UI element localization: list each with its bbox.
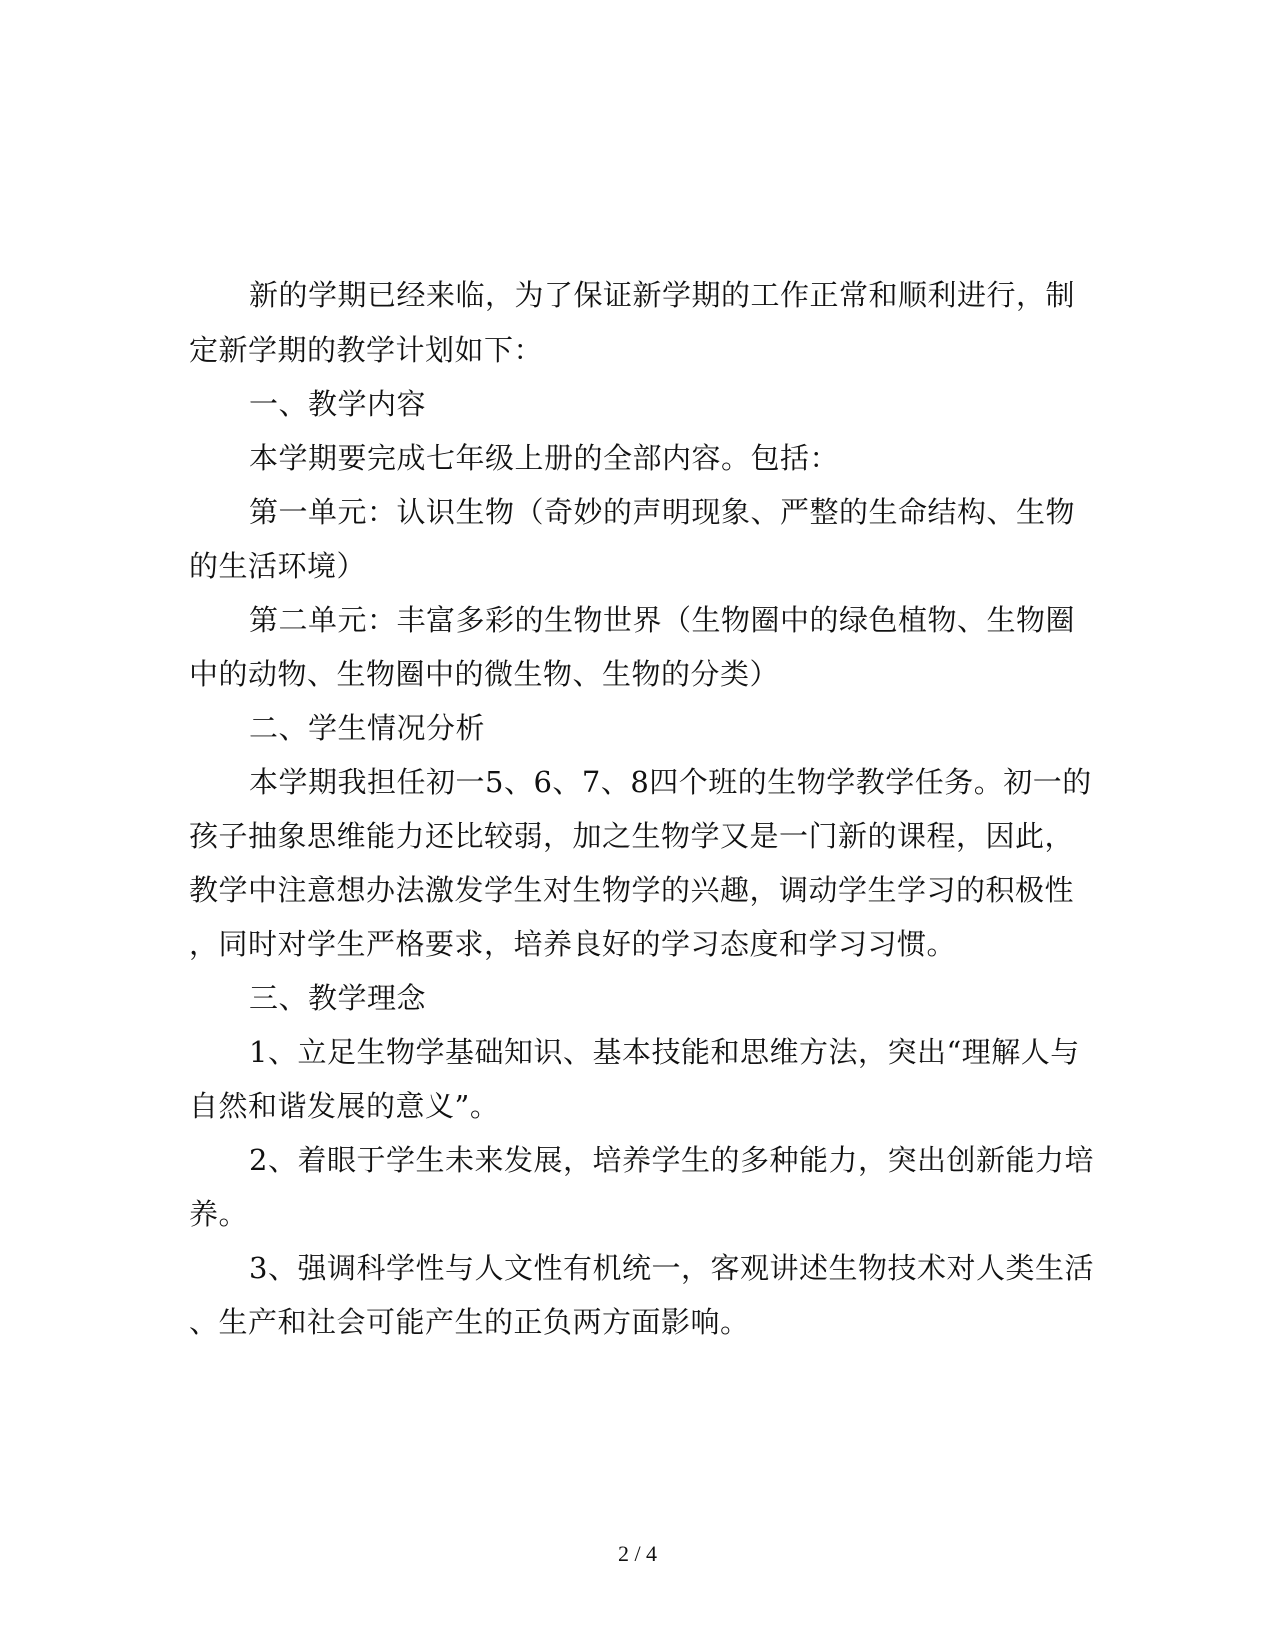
section-heading: 二、学生情况分析 — [249, 711, 486, 745]
paragraph-line: 中的动物、生物圈中的微生物、生物的分类） — [189, 657, 780, 691]
paragraph-line: 孩子抽象思维能力还比较弱，加之生物学又是一门新的课程，因此， — [189, 819, 1075, 853]
paragraph-line: ，同时对学生严格要求，培养良好的学习态度和学习习惯。 — [189, 927, 957, 961]
paragraph-line: 养。 — [189, 1197, 249, 1231]
paragraph-line: 3、强调科学性与人文性有机统一，客观讲述生物技术对人类生活 — [249, 1251, 1094, 1285]
paragraph-line: 第二单元：丰富多彩的生物世界（生物圈中的绿色植物、生物圈 — [249, 603, 1076, 637]
paragraph-line: 1、立足生物学基础知识、基本技能和思维方法，突出“理解人与 — [249, 1035, 1080, 1069]
paragraph-line: 教学中注意想办法激发学生对生物学的兴趣，调动学生学习的积极性 — [189, 873, 1075, 907]
paragraph-line: 、生产和社会可能产生的正负两方面影响。 — [189, 1305, 750, 1339]
paragraph-line: 本学期我担任初一5、6、7、8四个班的生物学教学任务。初一的 — [249, 765, 1092, 799]
paragraph-line: 2、着眼于学生未来发展，培养学生的多种能力，突出创新能力培 — [249, 1143, 1094, 1177]
paragraph-line: 自然和谐发展的意义”。 — [189, 1089, 500, 1123]
paragraph-line: 定新学期的教学计划如下： — [189, 333, 544, 367]
page-number: 2 / 4 — [617, 1541, 658, 1566]
paragraph-line: 第一单元：认识生物（奇妙的声明现象、严整的生命结构、生物 — [249, 495, 1076, 529]
paragraph-line: 新的学期已经来临，为了保证新学期的工作正常和顺利进行，制 — [249, 278, 1076, 312]
paragraph-line: 的生活环境） — [189, 549, 367, 583]
section-heading: 一、教学内容 — [249, 387, 427, 421]
paragraph-line: 本学期要完成七年级上册的全部内容。包括： — [249, 441, 840, 475]
section-heading: 三、教学理念 — [249, 981, 427, 1015]
